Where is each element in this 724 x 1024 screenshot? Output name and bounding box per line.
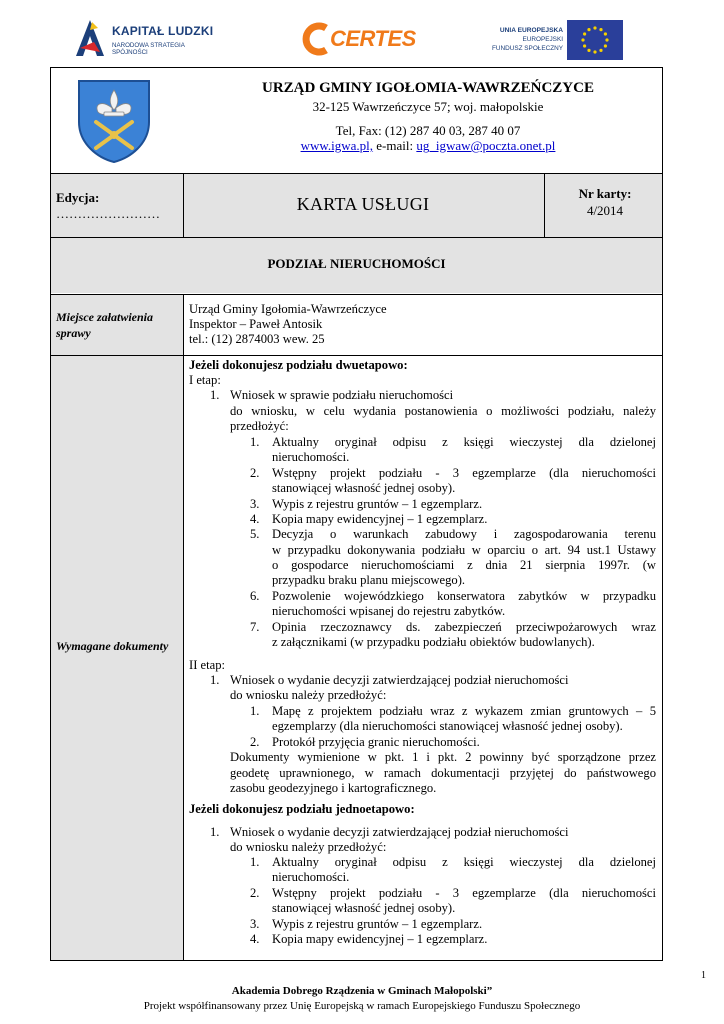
stage-1-label: I etap: xyxy=(189,373,221,387)
office-name-heading: URZĄD GMINY IGOŁOMIA-WAWRZEŃCZYCE xyxy=(262,80,594,96)
column-divider xyxy=(183,294,184,961)
list-number: 5. xyxy=(250,527,260,541)
list-item: Wypis z rejestru gruntów – 1 egzemplarz. xyxy=(272,917,483,931)
documents-label: Wymagane dokumenty xyxy=(56,639,169,653)
list-number: 1. xyxy=(250,435,260,449)
list-number: 6. xyxy=(250,589,260,603)
list-number: 1. xyxy=(250,855,260,869)
list-item: Wstępny projekt podziału - 3 egzemplarze (dla nieruchomości xyxy=(272,886,656,900)
place-label: Miejsce załatwienia sprawy xyxy=(56,310,153,340)
list-item-cont: nieruchomości. xyxy=(272,870,350,884)
list-number: 2. xyxy=(250,466,260,480)
row-divider xyxy=(50,355,663,356)
two-stage-heading: Jeżeli dokonujesz podziału dwuetapowo: xyxy=(189,358,408,372)
place-line-3: tel.: (12) 2874003 wew. 25 xyxy=(189,332,325,346)
list-item: Pozwolenie wojewódzkiego konserwatora zabytków w przypadku xyxy=(272,589,656,603)
certes-logo xyxy=(300,22,416,56)
email-label: e-mail: xyxy=(373,138,417,153)
list-number: 1. xyxy=(210,825,220,839)
kapital-ludzki-subtitle: NARODOWA STRATEGIA SPÓJNOŚCI xyxy=(112,42,185,56)
eu-line-3: FUNDUSZ SPOŁECZNY xyxy=(491,45,563,52)
kapital-ludzki-emblem-icon xyxy=(74,18,108,58)
docs-label-cell-bg xyxy=(51,356,183,960)
list-item: Mapę z projektem podziału wraz z wykazem zmian gruntowych – 5 xyxy=(272,704,656,718)
list-item-cont: w przypadku dokonywania podziału w oparciu o art. 94 ust.1 Ustawy xyxy=(272,543,656,557)
stage-2-item: Wniosek o wydanie decyzji zatwierdzającej podział nieruchomości xyxy=(230,673,569,687)
list-item: Wstępny projekt podziału - 3 egzemplarze (dla nieruchomości xyxy=(272,466,656,480)
list-item: Decyzja o warunkach zabudowy i zagospodarowania terenu xyxy=(272,527,656,541)
eu-line-2: EUROPEJSKI xyxy=(522,36,563,43)
card-number-value: 4/2014 xyxy=(586,203,624,218)
stage-2-label: II etap: xyxy=(189,658,226,672)
list-number: 1. xyxy=(210,673,220,687)
list-item-cont: egzemplarzy (dla nieruchomości stanowiącej własność jednej osoby). xyxy=(272,719,623,733)
list-number: 3. xyxy=(250,917,260,931)
row-divider xyxy=(50,237,663,238)
list-item-cont: stanowiącej własność jednej osoby). xyxy=(272,481,456,495)
list-number: 4. xyxy=(250,512,260,526)
stage-2-note-cont: geodetę uprawnionego, w ramach dokumentacji przyjętej do państwowego xyxy=(230,766,656,780)
certes-emblem-icon xyxy=(300,22,330,56)
edition-label: Edycja: xyxy=(56,190,100,205)
stage-1-intro: do wniosku, w celu wydania postanowienia o możliwości podziału, należy xyxy=(230,404,656,418)
list-item: Opinia rzeczoznawcy ds. zabezpieczeń przeciwpożarowych wraz xyxy=(272,620,656,634)
stage-1-intro-cont: przedłożyć: xyxy=(230,419,289,433)
office-address: 32-125 Wawrzeńczyce 57; woj. małopolskie xyxy=(312,99,544,114)
card-number-label: Nr karty: xyxy=(578,186,632,201)
eu-logo xyxy=(468,20,623,62)
list-item-cont: z załącznikami (w przypadku podziału obiektów budowlanych). xyxy=(272,635,595,649)
list-item-cont: nieruchomości. xyxy=(272,450,350,464)
edition-value: …………………… xyxy=(56,206,160,221)
stage-2-note-cont: zasobu geodezyjnego i kartograficznego. xyxy=(230,781,437,795)
list-item-cont: przypadku braku planu miejscowego). xyxy=(272,573,466,587)
list-item-cont: stanowiącej własność jednej osoby). xyxy=(272,901,456,915)
list-number: 1. xyxy=(210,388,220,402)
list-number: 7. xyxy=(250,620,260,634)
footer-project-name: Akademia Dobrego Rządzenia w Gminach Małopolski” xyxy=(231,985,493,997)
row-divider xyxy=(50,173,663,174)
email-link[interactable]: ug_igwaw@poczta.onet.pl xyxy=(416,138,556,153)
list-number: 1. xyxy=(250,704,260,718)
website-link[interactable]: www.igwa.pl, xyxy=(300,138,374,153)
place-line-1: Urząd Gminy Igołomia-Wawrzeńczyce xyxy=(189,302,387,316)
eu-flag-icon xyxy=(567,20,623,60)
row-divider xyxy=(50,294,663,295)
eu-line-1: UNIA EUROPEJSKA xyxy=(499,27,563,34)
one-stage-intro: do wniosku należy przedłożyć: xyxy=(230,840,387,854)
list-item-cont: nieruchomości wpisanej do rejestru zabytków. xyxy=(272,604,506,618)
page-number: 1 xyxy=(701,970,706,981)
list-number: 3. xyxy=(250,497,260,511)
stage-1-item: Wniosek w sprawie podziału nieruchomości xyxy=(230,388,454,402)
one-stage-item: Wniosek o wydanie decyzji zatwierdzającej podział nieruchomości xyxy=(230,825,569,839)
office-contact-line xyxy=(218,138,638,154)
certes-wordmark: CERTES xyxy=(330,26,416,51)
kapital-ludzki-logo xyxy=(74,18,214,62)
coat-of-arms-icon xyxy=(76,78,152,164)
office-phone: Tel, Fax: (12) 287 40 03, 287 40 07 xyxy=(335,123,521,138)
card-title: KARTA USŁUGI xyxy=(296,194,430,214)
list-item: Kopia mapy ewidencyjnej – 1 egzemplarz. xyxy=(272,932,488,946)
list-item: Aktualny oryginał odpisu z księgi wieczystej dla dzielonej xyxy=(272,435,656,449)
list-number: 2. xyxy=(250,886,260,900)
service-name-heading: PODZIAŁ NIERUCHOMOŚCI xyxy=(267,256,446,271)
list-item: Aktualny oryginał odpisu z księgi wieczystej dla dzielonej xyxy=(272,855,656,869)
list-item: Wypis z rejestru gruntów – 1 egzemplarz. xyxy=(272,497,483,511)
one-stage-heading: Jeżeli dokonujesz podziału jednoetapowo: xyxy=(189,802,415,816)
list-item: Protokół przyjęcia granic nieruchomości. xyxy=(272,735,480,749)
eu-logo-text xyxy=(492,26,563,53)
list-number: 2. xyxy=(250,735,260,749)
stage-2-intro: do wniosku należy przedłożyć: xyxy=(230,688,387,702)
column-divider xyxy=(544,173,545,237)
footer-funding-note: Projekt współfinansowany przez Unię Europejską w ramach Europejskiego Funduszu Społecznego xyxy=(143,1000,581,1012)
list-item: Kopia mapy ewidencyjnej – 1 egzemplarz. xyxy=(272,512,488,526)
list-number: 4. xyxy=(250,932,260,946)
stage-2-note: Dokumenty wymienione w pkt. 1 i pkt. 2 powinny być sporządzone przez xyxy=(230,750,656,764)
list-item-cont: o gospodarce nieruchomościami z dnia 21 sierpnia 1997r. (w xyxy=(272,558,656,572)
kapital-ludzki-title: KAPITAŁ LUDZKI xyxy=(112,24,214,38)
place-line-2: Inspektor – Paweł Antosik xyxy=(189,317,323,331)
